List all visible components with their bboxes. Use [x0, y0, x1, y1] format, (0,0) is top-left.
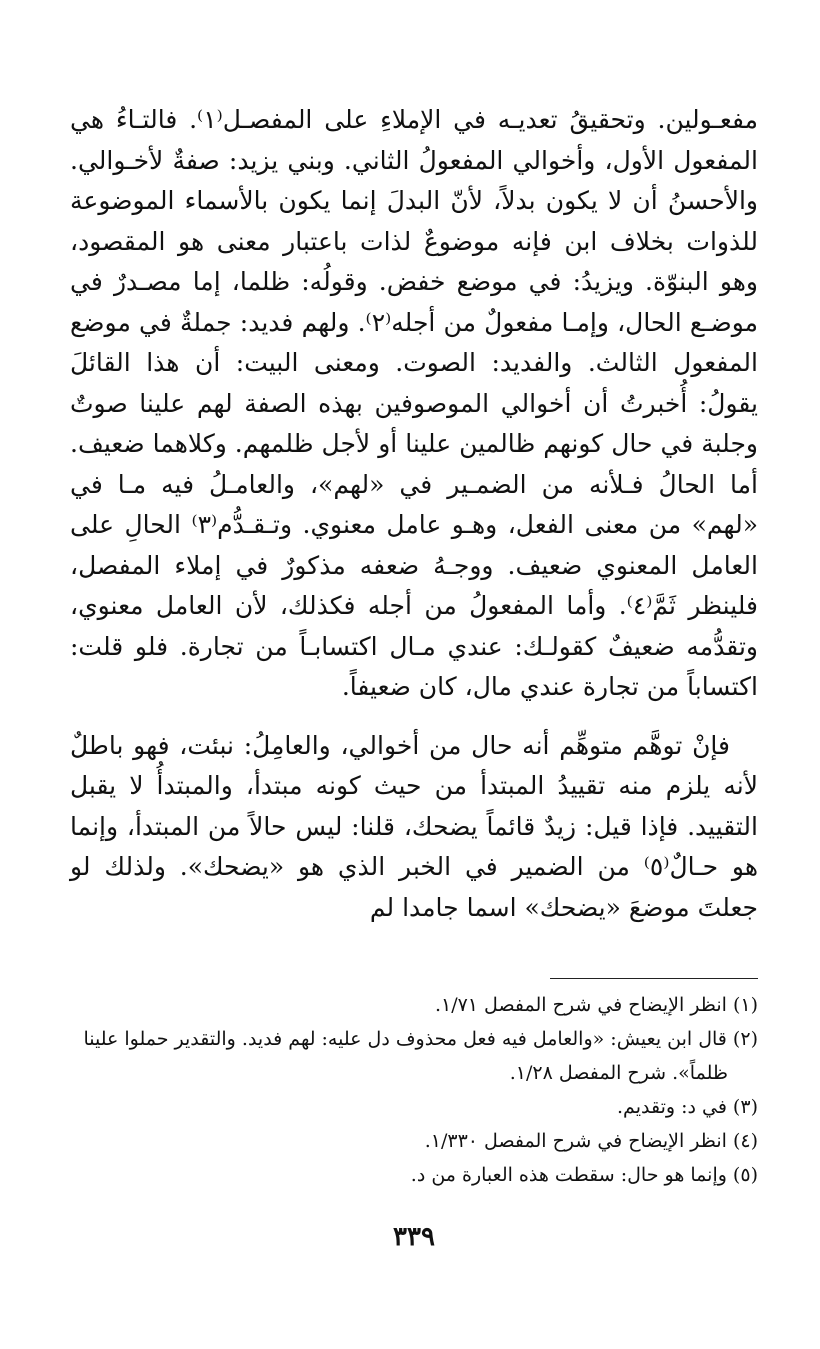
- footnote-2-line-1: (٢) قال ابن يعيش: «والعامل فيه فعل محذوف دل عليه: لهم فديد. والتقدير حملوا علينا: [83, 1028, 758, 1050]
- footnote-3: (٣) في د: وتقديم.: [617, 1096, 758, 1118]
- footnotes: [70, 988, 758, 1192]
- body-paragraph-2: فإنْ توهَّم متوهِّم أنه حال من أخوالي، والعامِلُ: نبئت، فهو باطلٌ لأنه يلزم منه تقييدُ المبتدأ من حيث كونه مبتدأ، والمبتدأُ لا يقبل التقييد. فإذا قيل: زيدٌ قائماً يضحك، قلنا: ليس حالاً من المبتدأ، وإنما هو حـالٌ⁽٥⁾ من الضمير في الخبر الذي هو «يضحك». ولذلك لو جعلتَ موضعَ «يضحك» اسما جامدا لم: [70, 730, 758, 922]
- document-page: [70, 100, 758, 1349]
- footnote-5: (٥) وإنما هو حال: سقطت هذه العبارة من د.: [410, 1164, 758, 1186]
- page-number: ٣٣٩: [393, 1222, 435, 1252]
- footnote-1: (١) انظر الإيضاح في شرح المفصل ١/٧١.: [434, 994, 758, 1016]
- body-paragraph-1: مفعـولين. وتحقيقُ تعديـه في الإملاءِ على المفصـل⁽١⁾. فالتـاءُ هي المفعول الأول، وأخوالي المفعولُ الثاني. وبني يزيد: صفةٌ لأخـوالي. والأحسنُ أن لا يكون بدلاً، لأنّ البدلَ إنما يكون بالأسماء الموضوعة للذوات بخلاف ابن فإنه موضوعٌ لذات باعتبار معنى هو المقصود، وهو البنوّة. ويزيدُ: في موضع خفض. وقولُه: ظلما، إما مصـدرٌ في موضـع الحال، وإمـا مفعولٌ من أجله⁽٢⁾. ولهم فديد: جملةٌ في موضع المفعول الثالث. والفديد: الصوت. ومعنى البيت: أن هذا القائلَ يقولُ: أُخبرتُ أن أخوالي الموصوفين بهذه الصفة لهم علينا صوتٌ وجلبة في حال كونهم ظالمين علينا أو لأجل ظلمهم. وكلاهما ضعيف. أما الحالُ فـلأنه من الضمـير في «لهم»، والعامـلُ فيه مـا في «لهم» من معنى الفعل، وهـو عامل معنوي. وتـقـدُّم⁽٣⁾ الحالِ على العامل المعنوي ضعيف. ووجـهُ ضعفه مذكورٌ في إملاء المفصل، فلينظر ثَمَّ⁽٤⁾. وأما المفعولُ من أجله فكذلك، لأن العامل معنوي، وتقدُّمه ضعيفٌ كقولـك: عندي مـال اكتسابـاً من تجارة. فلو قلت: اكتساباً من تجارة عندي مال، كان ضعيفاً.: [70, 105, 758, 701]
- footnote-4: (٤) انظر الإيضاح في شرح المفصل ١/٣٣٠.: [424, 1130, 758, 1152]
- footnote-separator: [550, 978, 758, 979]
- footnote-2-line-2: ظلماً». شرح المفصل ١/٢٨.: [509, 1062, 728, 1084]
- footnote-2: [70, 1022, 758, 1090]
